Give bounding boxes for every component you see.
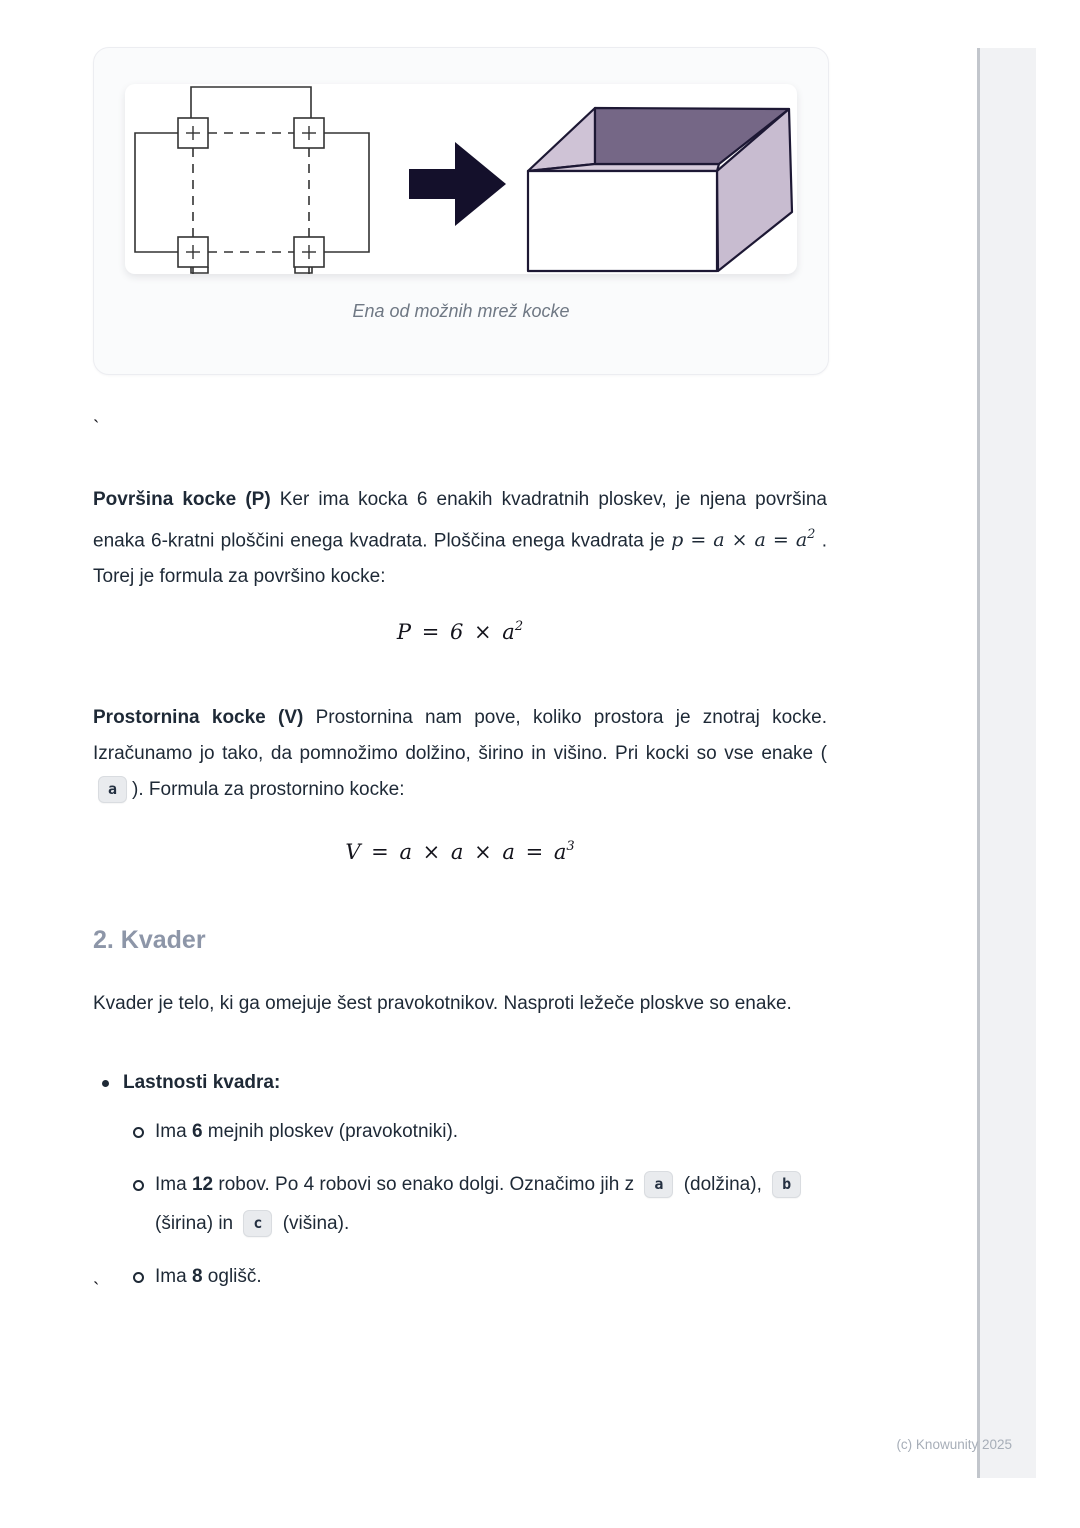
formula-povrsina-sup: 2 [514, 619, 524, 634]
paragraph-povrsina [93, 482, 827, 595]
list-item-faces [93, 1112, 827, 1151]
kvader-properties-list [93, 1068, 827, 1296]
item-pre: Ima [155, 1174, 192, 1195]
formula-povrsina-base: P = 6 × a [396, 620, 515, 644]
item-seg2: (dolžina), [678, 1174, 768, 1195]
item-post: mejnih ploskev (pravokotniki). [202, 1121, 459, 1142]
paragraph-kvader-intro: Kvader je telo, ki ga omejuje šest pravokotnikov. Nasproti ležeče ploskve so enake. [93, 993, 792, 1014]
cube-net-figure [125, 84, 797, 274]
list-item-edges [93, 1165, 827, 1243]
list-item-vertices [93, 1257, 827, 1296]
povrsina-body2: . Torej je formula za površino kocke: [93, 530, 827, 588]
povrsina-body1: Ker ima kocka 6 enakih kvadratnih ploskev, je njena površina enaka 6-kratni ploščini enega kvadrata. Ploščina enega kvadrata je [93, 489, 827, 552]
inline-math-base: p = a × a = a [671, 529, 808, 552]
prostornina-body1: Prostornina nam pove, koliko prostora je znotraj kocke. Izračunamo jo tako, da pomnožimo dolžino, širino in višino. Pri kocki so vse enake ( [93, 707, 827, 764]
variable-chip-a: a [98, 776, 127, 803]
figure-card [93, 47, 829, 375]
item-seg1: robov. Po 4 robovi so enako dolgi. Označimo jih z [213, 1174, 640, 1195]
povrsina-inline-math [671, 529, 815, 551]
povrsina-lead: Površina kocke (P) [93, 489, 271, 510]
item-pre: Ima [155, 1266, 192, 1287]
formula-prostornina-sup: 3 [566, 839, 575, 854]
cube-net-drawing [135, 87, 369, 274]
variable-chip-c: c [243, 1210, 272, 1237]
item-seg3: (širina) in [155, 1213, 239, 1234]
prostornina-body2: ). Formula za prostornino kocke: [132, 779, 405, 800]
figure-panel [125, 84, 797, 274]
item-number: 8 [191, 1266, 203, 1287]
inline-math-sup: 2 [807, 527, 816, 542]
item-seg4: (višina). [277, 1213, 350, 1234]
formula-prostornina [93, 840, 827, 864]
item-number: 12 [191, 1174, 214, 1195]
item-number: 6 [191, 1121, 203, 1142]
cube-3d-drawing [528, 108, 792, 271]
prostornina-lead: Prostornina kocke (V) [93, 707, 304, 728]
item-post: oglišč. [202, 1266, 262, 1287]
paragraph-prostornina [93, 700, 827, 808]
copyright-note: (c) Knowunity 2025 [896, 1437, 1012, 1452]
section-heading-kvader: 2. Kvader [93, 926, 206, 954]
formula-prostornina-base: V = a × a × a = a [345, 840, 567, 864]
list-title: Lastnosti kvadra: [93, 1068, 827, 1098]
page-edge-strip [977, 48, 1036, 1478]
figure-caption: Ena od možnih mrež kocke [352, 301, 570, 321]
variable-chip-b: b [772, 1171, 801, 1198]
stray-backtick-bottom: ` [93, 1280, 100, 1301]
formula-povrsina [93, 620, 827, 644]
stray-backtick-top: ` [93, 418, 100, 439]
variable-chip-a: a [644, 1171, 673, 1198]
arrow-right-icon [409, 142, 506, 226]
item-pre: Ima [155, 1121, 192, 1142]
